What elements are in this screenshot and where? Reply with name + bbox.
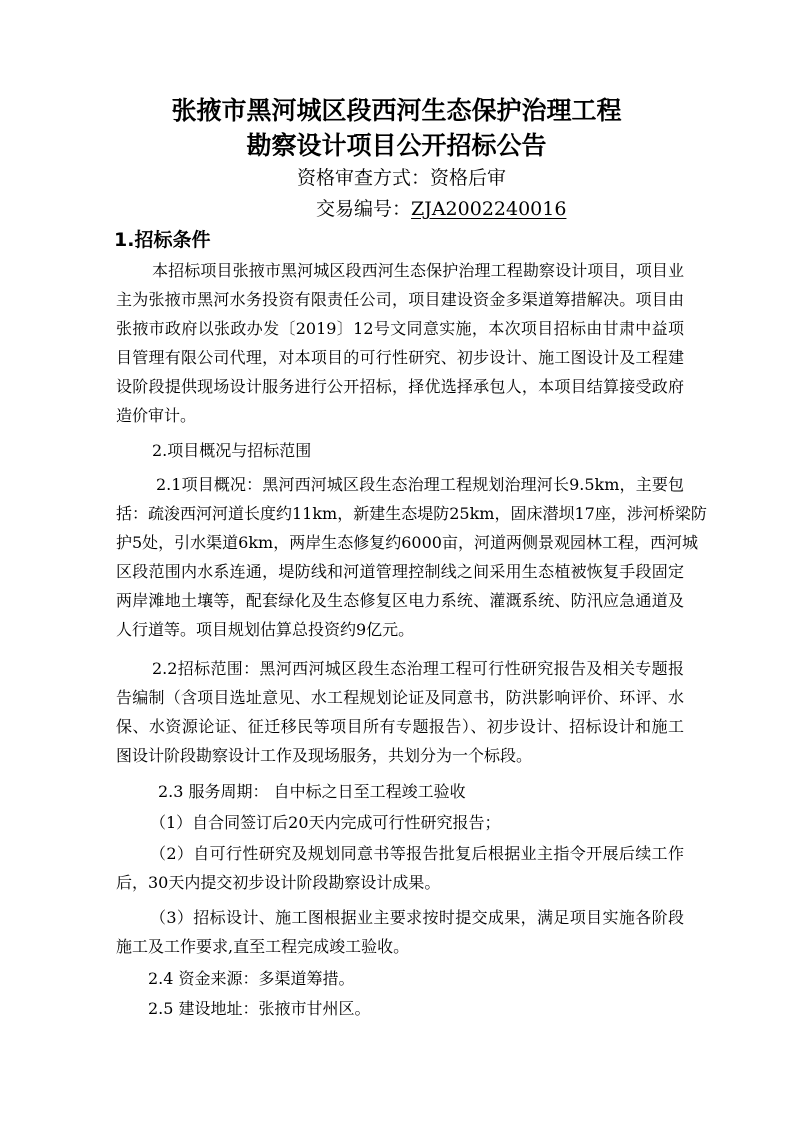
paragraph-line: 设阶段提供现场设计服务进行公开招标，择优选择承包人，本项目结算接受政府: [116, 377, 684, 396]
service-period: 2.3 服务周期： 自中标之日至工程竣工验收: [158, 782, 466, 801]
paragraph-line: 目管理有限公司代理，对本项目的可行性研究、初步设计、施工图设计及工程建: [116, 348, 684, 367]
paragraph-line: 区段范围内水系连通，堤防线和河道管理控制线之间采用生态植被恢复手段固定: [116, 562, 684, 581]
paragraph-line: 人行道等。项目规划估算总投资约9亿元。: [116, 620, 415, 639]
construction-site: 2.5 建设地址：张掖市甘州区。: [148, 999, 371, 1018]
paragraph-line: 括：疏浚西河河道长度约11km，新建生态堤防25km，固床潜坝17座，涉河桥梁防: [116, 504, 707, 523]
period-item-2: （2）自可行性研究及规划同意书等报告批复后根据业主指令开展后续工作: [150, 844, 684, 863]
paragraph-line: 图设计阶段勘察设计工作及现场服务，共划分为一个标段。: [116, 746, 533, 765]
paragraph-line: 张掖市政府以张政办发〔2019〕12号文同意实施，本次项目招标由甘肃中益项: [116, 319, 684, 338]
transaction-number: [316, 197, 566, 221]
transaction-number-value: ZJA2002240016: [411, 198, 567, 220]
section-heading-bidding-conditions: 1.招标条件: [114, 229, 211, 251]
section-heading-project-overview: 2.项目概况与招标范围: [152, 441, 312, 460]
period-item-3-cont: 施工及工作要求,直至工程完成竣工验收。: [116, 937, 410, 956]
paragraph-line: 主为张掖市黑河水务投资有限责任公司，项目建设资金多渠道筹措解决。项目由: [116, 290, 684, 309]
paragraph-line: 两岸滩地土壤等，配套绿化及生态修复区电力系统、灌溉系统、防汛应急通道及: [116, 591, 684, 610]
paragraph-line: 造价审计。: [116, 406, 197, 425]
qualification-review-value: 资格后审: [430, 167, 507, 189]
qualification-review: [297, 166, 506, 190]
fund-source: 2.4 资金来源：多渠道筹措。: [148, 969, 355, 988]
document-title-line-2: 勘察设计项目公开招标公告: [246, 131, 547, 160]
transaction-number-label: 交易编号：: [316, 198, 412, 220]
document-title-line-1: 张掖市黑河城区段西河生态保护治理工程: [171, 96, 622, 125]
period-item-1: （1）自合同签订后20天内完成可行性研究报告；: [150, 813, 501, 832]
paragraph-line: 2.1项目概况：黑河西河城区段生态治理工程规划治理河长9.5km，主要包: [156, 475, 684, 494]
paragraph-line: 告编制（含项目选址意见、水工程规划论证及同意书，防洪影响评价、环评、水: [116, 688, 684, 707]
period-item-2-cont: 后，30天内提交初步设计阶段勘察设计成果。: [116, 873, 441, 892]
period-item-3: （3）招标设计、施工图根据业主要求按时提交成果，满足项目实施各阶段: [150, 908, 684, 927]
paragraph-line: 2.2招标范围：黑河西河城区段生态治理工程可行性研究报告及相关专题报: [152, 659, 684, 678]
qualification-review-label: 资格审查方式：: [297, 167, 431, 189]
paragraph-line: 保、水资源论证、征迁移民等项目所有专题报告）、初步设计、招标设计和施工: [116, 717, 684, 736]
paragraph-line: 本招标项目张掖市黑河城区段西河生态保护治理工程勘察设计项目，项目业: [152, 261, 684, 280]
paragraph-line: 护5处，引水渠道6km，两岸生态修复约6000亩，河道两侧景观园林工程，西河城: [116, 533, 698, 552]
